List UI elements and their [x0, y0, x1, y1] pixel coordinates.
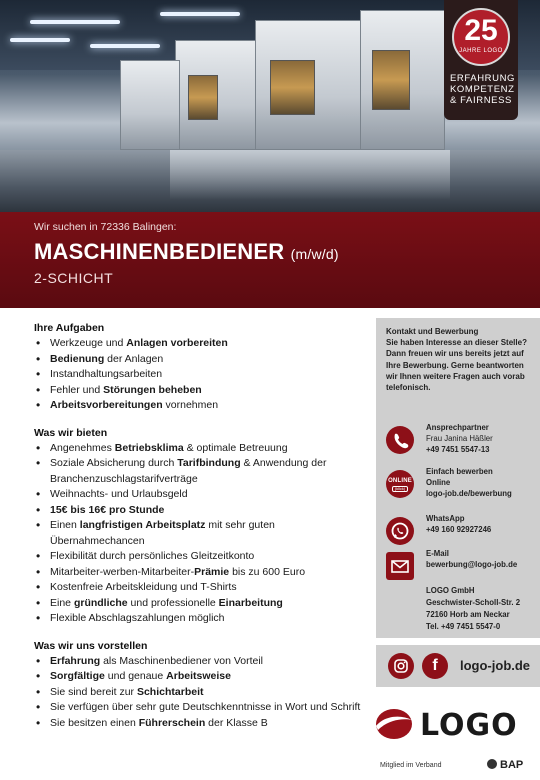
list-item-text: Angenehmes [50, 441, 115, 454]
list-item-text: Schichtarbeit [136, 685, 204, 698]
machine [120, 60, 180, 150]
phone-label: Ansprechpartner [426, 423, 489, 432]
list-item-text: Weihnachts- und Urlaubsgeld [50, 488, 188, 500]
bullet-list [34, 441, 364, 627]
list-item-text: Kostenfreie Arbeitskleidung und T-Shirts [50, 581, 237, 593]
list-item [34, 669, 364, 685]
list-item [34, 456, 364, 487]
section-title: Ihre Aufgaben [34, 322, 105, 334]
online-badge-text: ONLINE [388, 478, 412, 484]
contact-intro [386, 326, 536, 393]
list-item-text: der Klasse B [205, 716, 268, 729]
logo-wordmark: LOGO [420, 708, 518, 743]
list-item-text: und professionelle [127, 596, 219, 609]
machine-window [188, 75, 218, 120]
list-item [34, 549, 364, 565]
list-item-text: Arbeitsweise [166, 670, 231, 682]
list-item-text: 15€ bis 16€ pro Stunde [50, 503, 165, 516]
ceiling-light [90, 44, 160, 48]
online-label: Einfach bewerben [426, 467, 493, 476]
list-item [34, 367, 364, 383]
list-item-text: Störungen beheben [103, 383, 202, 396]
company-logo [374, 706, 534, 742]
online-sub: Online [426, 478, 451, 487]
list-item-text: Sie verfügen über sehr gute Deutschkenntnisse in Wort und Schrift [50, 701, 361, 713]
whatsapp-number[interactable]: +49 160 92927246 [426, 525, 492, 534]
list-item-text: Flexibilität durch persönliches Gleitzeitkonto [50, 550, 255, 562]
online-apply-icon[interactable] [386, 470, 414, 498]
phone-number[interactable]: +49 7451 5547-13 [426, 445, 490, 454]
job-description [34, 322, 364, 744]
section-title: Was wir bieten [34, 426, 108, 439]
job-title-suffix: (m/w/d) [290, 246, 339, 262]
contact-online[interactable] [376, 466, 540, 506]
badge-small-text: JAHRE LOGO [459, 48, 503, 54]
social-bar [376, 645, 540, 687]
logo-swoosh-icon [374, 706, 414, 742]
floor-reflection [170, 150, 450, 200]
list-item-text: Einarbeitung [218, 596, 283, 609]
section-vorstellen [34, 640, 364, 732]
list-item [34, 565, 364, 581]
list-item-text: Betriebsklima [114, 441, 184, 454]
list-item [34, 336, 364, 352]
whatsapp-label: WhatsApp [426, 514, 465, 523]
phone-name: Frau Janina Häßler [426, 434, 493, 443]
list-item-text: Eine [50, 596, 74, 609]
online-badge-sub: (klick) [392, 486, 408, 492]
bap-logo [487, 759, 523, 771]
address-line: Geschwister-Scholl-Str. 2 [426, 598, 521, 607]
list-item-text: bis zu 600 Euro [229, 565, 306, 578]
list-item-text: Führerschein [138, 716, 206, 729]
list-item-text: Sie sind bereit zur [50, 685, 137, 698]
instagram-icon[interactable] [388, 653, 414, 679]
address-line: 72160 Horb am Neckar [426, 610, 510, 619]
list-item [34, 441, 364, 457]
list-item [34, 700, 364, 716]
list-item-text: vornehmen [162, 399, 219, 411]
phone-text [426, 422, 540, 455]
machine-window [270, 60, 315, 115]
list-item [34, 503, 364, 519]
list-item-text: mit sehr guten Übernahmechancen [50, 519, 275, 547]
contact-whatsapp[interactable] [376, 513, 540, 553]
bap-text: BAP [500, 759, 524, 771]
hero-factory-image [0, 0, 540, 212]
badge-tagline-line: ERFAHRUNG [450, 73, 516, 84]
list-item-text: Arbeitsvorbereitungen [50, 399, 163, 411]
bullet-list [34, 654, 364, 732]
list-item-text: Fehler und [50, 383, 104, 396]
ceiling-light [160, 12, 240, 16]
whatsapp-icon [386, 517, 414, 545]
whatsapp-text [426, 513, 540, 535]
list-item-text: gründliche [73, 596, 128, 609]
list-item [34, 685, 364, 701]
address-line: Tel. +49 7451 5547-0 [426, 622, 501, 631]
online-url[interactable]: logo-job.de/bewerbung [426, 489, 512, 498]
list-item-text: Werkzeuge und [50, 337, 127, 349]
email-icon [386, 552, 414, 580]
contact-sidebar [376, 318, 540, 638]
list-item-text: Einen [50, 519, 80, 531]
contact-intro-text: Sie haben Interesse an dieser Stelle? Dann freuen wir uns bereits jetzt auf Ihre Bewerbung. Gerne beantworten wir Ihnen weitere Fragen auch vorab telefonisch. [386, 338, 527, 393]
list-item-text: langfristigen Arbeitsplatz [79, 519, 206, 531]
list-item [34, 398, 364, 414]
badge-tagline [450, 73, 516, 106]
section-title: Was wir uns vorstellen [34, 639, 148, 652]
ceiling-light [30, 20, 120, 24]
job-title-text: MASCHINENBEDIENER [34, 239, 285, 264]
list-item [34, 611, 364, 627]
list-item [34, 654, 364, 670]
section-bieten [34, 427, 364, 627]
machine-window [372, 50, 410, 110]
list-item-text: Soziale Absicherung durch [50, 457, 178, 469]
bullet-list [34, 336, 364, 414]
job-title-banner [0, 212, 540, 308]
address-line: LOGO GmbH [426, 586, 475, 595]
contact-phone[interactable] [376, 422, 540, 462]
list-item-text: als Maschinenbediener von Vorteil [100, 654, 264, 667]
member-text: Mitglied im Verband [380, 762, 442, 769]
list-item-text: Flexible Abschlagszahlungen möglich [50, 612, 225, 624]
list-item [34, 487, 364, 503]
list-item [34, 352, 364, 368]
list-item [34, 716, 364, 732]
email-text [426, 548, 540, 570]
list-item-text: Sie besitzen einen [50, 716, 139, 729]
email-address[interactable]: bewerbung@logo-job.de [426, 560, 518, 569]
list-item-text: Erfahrung [50, 654, 101, 667]
job-location: Wir suchen in 72336 Balingen: [34, 221, 177, 233]
list-item [34, 580, 364, 596]
list-item-text: Sorgfältige [50, 670, 105, 682]
facebook-icon[interactable]: f [422, 653, 448, 679]
website-link[interactable]: logo-job.de [460, 658, 531, 673]
badge-tagline-line: KOMPETENZ [450, 84, 515, 95]
list-item-text: und genaue [104, 670, 167, 682]
online-text [426, 466, 540, 499]
list-item [34, 383, 364, 399]
list-item-text: & Anwendung der Branchenzuschlagstarifverträge [50, 457, 327, 485]
list-item-text: Anlagen vorbereiten [126, 337, 228, 349]
list-item [34, 596, 364, 612]
list-item-text: & optimale Betreuung [183, 441, 288, 454]
list-item-text: Mitarbeiter-werben-Mitarbeiter- [50, 565, 195, 578]
list-item-text: Bedienung [50, 352, 105, 365]
badge-tagline-line: & FAIRNESS [450, 95, 512, 106]
list-item [34, 518, 364, 549]
email-label: E-Mail [426, 549, 449, 558]
company-address [426, 585, 540, 633]
badge-number: 25 [464, 14, 498, 47]
contact-email[interactable] [376, 548, 540, 588]
job-title [34, 239, 339, 265]
section-aufgaben [34, 322, 364, 414]
bap-dot-icon [487, 759, 497, 769]
ceiling-light [10, 38, 70, 42]
anniversary-badge [444, 0, 518, 120]
contact-intro-title: Kontakt und Bewerbung [386, 327, 479, 336]
list-item-text: Tarifbindung [177, 457, 241, 469]
list-item-text: Instandhaltungsarbeiten [50, 368, 163, 380]
list-item-text: der Anlagen [104, 352, 164, 365]
list-item-text: Prämie [194, 565, 230, 578]
job-shift: 2-SCHICHT [34, 270, 114, 286]
phone-icon [386, 426, 414, 454]
